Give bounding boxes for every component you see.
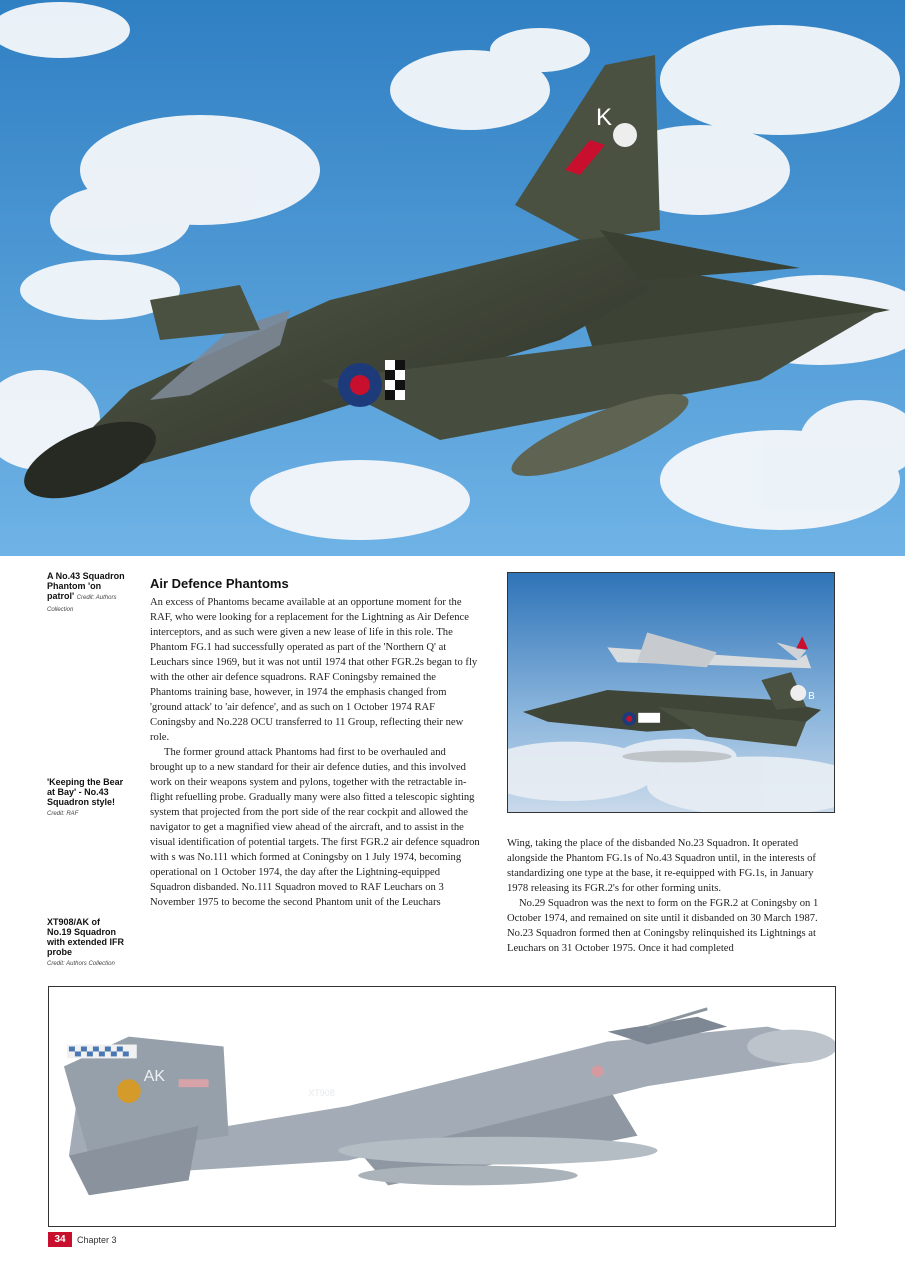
article-column-2 bbox=[507, 836, 837, 956]
caption-title: A No.43 Squadron Phantom 'on patrol' bbox=[47, 571, 125, 601]
caption-credit: Credit: Authors Collection bbox=[47, 595, 117, 613]
caption-xt908 bbox=[47, 917, 127, 969]
photo-xt908 bbox=[48, 986, 836, 1227]
page-number: 34 bbox=[48, 1232, 72, 1247]
caption-credit: Credit: Authors Collection bbox=[47, 961, 115, 967]
photo-bear-intercept bbox=[507, 572, 835, 813]
hero-photo-phantom-on-patrol bbox=[0, 0, 905, 556]
paragraph: The former ground attack Phantoms had first to be overhauled and brought up to a new standard for their air defence duties, and this involved work on their weapons system and pylons, together with the retractable in-flight refuelling probe. Gradually many were also fitted a telescopic sighting system that projected from the port side of the rear cockpit and allowed the navigator to get a magnified view ahead of the aircraft, and to assist in the visual identification of potential targets. The first FGR.2 air defence squadron with s was No.111 which formed at Coningsby on 1 July 1974, becoming operational on 1 October 1974, the day after the Lightning-equipped Squadron disbanded. No.111 Squadron moved to RAF Leuchars on 3 November 1975 to become the second Phantom unit of the Leuchars bbox=[150, 747, 480, 908]
paragraph: An excess of Phantoms became available at an opportune moment for the RAF, who were looking for a replacement for the Lightning as Air Defence interceptors, and as such were given a new lease of life in this role. The Phantom FG.1 had successfully operated as part of the 'Northern Q' at Leuchars since 1969, but it was not until 1974 that other FGR.2s began to fly with the other air defence squadrons. RAF Coningsby remained the Phantoms training base, however, in 1974 the emphasis changed from 'ground attack' to 'air defence', and as such on 1 October 1974 RAF Coningsby and No.228 OCU transferred to 11 Group, reflecting their new role. bbox=[150, 597, 478, 743]
paragraph: Wing, taking the place of the disbanded No.23 Squadron. It operated alongside the Phantom FG.1s of No.43 Squadron until, in the interests of standardizing one type at the base, it re-equipped with FG.1s, in January 1978 releasing its FGR.2's for other forming units. bbox=[507, 838, 816, 894]
xt908-tail-code: AK bbox=[143, 1068, 166, 1086]
caption-title: 'Keeping the Bear at Bay' - No.43 Squadron style! bbox=[47, 777, 124, 807]
article-heading: Air Defence Phantoms bbox=[150, 576, 289, 591]
paragraph: No.29 Squadron was the next to form on the FGR.2 at Coningsby on 1 October 1974, and remained on site until it disbanded on 30 March 1987. No.23 Squadron formed then at Coningsby relinquished its Lightnings at Leuchars on 31 October 1975. Once it had completed bbox=[507, 898, 819, 954]
bear-photo-tail-code: B bbox=[808, 690, 815, 702]
hero-tail-code: K bbox=[596, 104, 613, 131]
xt908-serial: XT908 bbox=[308, 1088, 335, 1099]
caption-credit: Credit: RAF bbox=[47, 811, 79, 817]
caption-hero bbox=[47, 571, 127, 615]
caption-bear bbox=[47, 777, 127, 819]
article-column-1 bbox=[150, 595, 480, 910]
caption-title: XT908/AK of No.19 Squadron with extended IFR probe bbox=[47, 917, 125, 957]
chapter-label: Chapter 3 bbox=[77, 1235, 117, 1245]
